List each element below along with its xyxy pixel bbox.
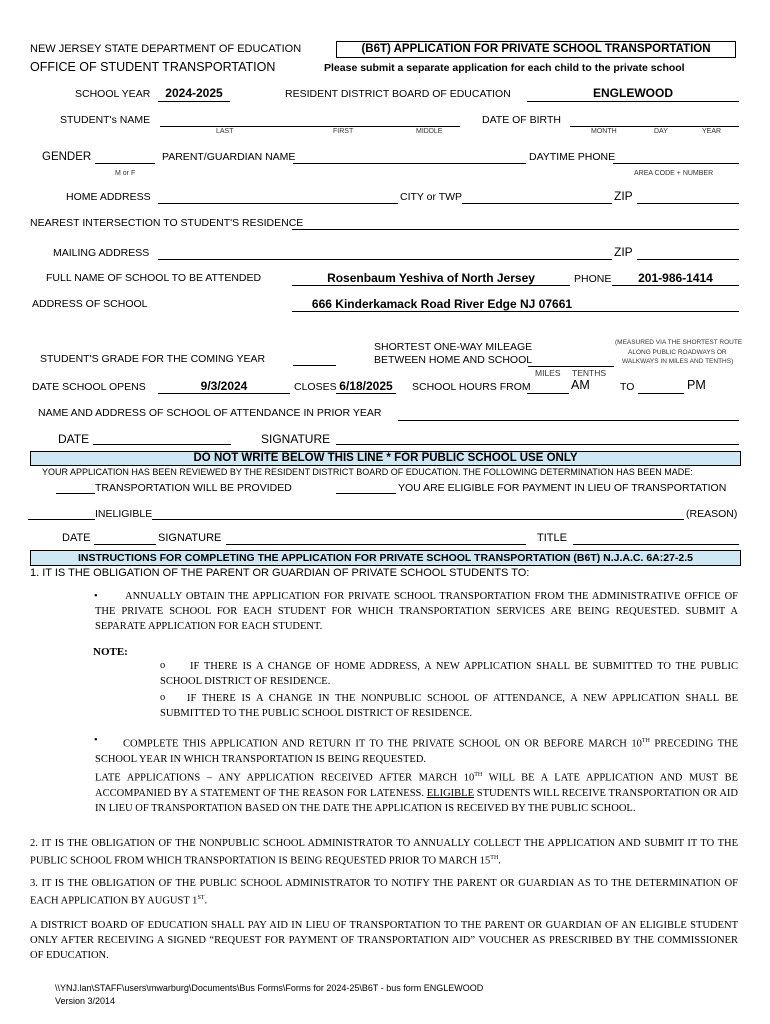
- aid-paragraph: A DISTRICT BOARD OF EDUCATION SHALL PAY AID IN LIEU OF TRANSPORTATION TO THE PARENT OR GUARDIAN OF AN ELIGIBLE STUDENT ONLY AFTER RECEIVING A SIGNED “REQUEST FOR PAYMENT OF TRANSPORTATION AID” VOUCHER AS PRESCRIBED BY THE COMMISSIONER OF EDUCATION.: [30, 920, 738, 961]
- dob-day-hint: DAY: [654, 128, 668, 135]
- intersection-line[interactable]: [292, 229, 739, 230]
- zip-label: ZIP: [614, 189, 633, 203]
- signature-line[interactable]: [336, 444, 739, 445]
- instruction-bullet-1: ANNUALLY OBTAIN THE APPLICATION FOR PRIVATE SCHOOL TRANSPORTATION FROM THE ADMINISTRATIVE OFFICE OF THE PRIVATE SCHOOL FOR EACH STUDENT FOR WHICH TRANSPORTATION SERVICES ARE BEING REQUESTED. SUBMIT A SEPARATE APPLICATION FOR EACH STUDENT.: [95, 591, 738, 632]
- phone-label: DAYTIME PHONE: [529, 151, 616, 163]
- official-signature-line[interactable]: [226, 544, 526, 545]
- district-line: [527, 101, 739, 102]
- zip2-label: ZIP: [614, 245, 633, 259]
- instruction-item-2: 2. IT IS THE OBLIGATION OF THE NONPUBLIC SCHOOL ADMINISTRATOR TO ANNUALLY COLLECT THE APPLICATION AND SUBMIT IT TO THE PUBLIC SCHOOL FROM WHICH TRANSPORTATION IS BEING REQUESTED PRIOR TO MARCH 15TH.: [30, 838, 738, 867]
- official-date-line[interactable]: [94, 544, 156, 545]
- home-address-label: HOME ADDRESS: [66, 191, 151, 203]
- dob-line[interactable]: [570, 126, 739, 127]
- reason-line[interactable]: [152, 519, 684, 520]
- footer-path: \\YNJ.lan\STAFF\users\mwarburg\Documents\Bus Forms\Forms for 2024-25\B6T - bus form ENGLEWOOD: [55, 983, 484, 993]
- bullet-1-icon: •: [94, 591, 98, 602]
- gender-line[interactable]: [95, 163, 155, 164]
- eligible-line[interactable]: [336, 493, 396, 494]
- city-line[interactable]: [462, 203, 612, 204]
- note-2: IF THERE IS A CHANGE IN THE NONPUBLIC SCHOOL OF ATTENDANCE, A NEW APPLICATION SHALL BE SUBMITTED TO THE PUBLIC SCHOOL DISTRICT OF RESIDENCE.: [160, 693, 738, 719]
- district-value[interactable]: ENGLEWOOD: [593, 86, 673, 100]
- instructions-banner: INSTRUCTIONS FOR COMPLETING THE APPLICATION FOR PRIVATE SCHOOL TRANSPORTATION (B6T) N.J.A.C. 6A:27-2.5: [30, 550, 741, 566]
- school-name-label: FULL NAME OF SCHOOL TO BE ATTENDED: [46, 272, 262, 284]
- school-phone-value[interactable]: 201-986-1414: [638, 271, 713, 285]
- am-label: AM: [571, 378, 590, 392]
- prior-school-label: NAME AND ADDRESS OF SCHOOL OF ATTENDANCE IN PRIOR YEAR: [38, 407, 382, 419]
- phone-hint: AREA CODE + NUMBER: [634, 170, 714, 177]
- provided-line[interactable]: [56, 493, 95, 494]
- note-1-bullet-icon: o: [160, 660, 166, 671]
- department-name: NEW JERSEY STATE DEPARTMENT OF EDUCATION: [30, 43, 302, 55]
- student-name-label: STUDENT's NAME: [60, 114, 151, 126]
- mileage-line[interactable]: [528, 366, 614, 367]
- opens-value[interactable]: 9/3/2024: [200, 379, 248, 393]
- phone-line[interactable]: [613, 163, 739, 164]
- reviewed-text: YOUR APPLICATION HAS BEEN REVIEWED BY THE RESIDENT DISTRICT BOARD OF EDUCATION. THE FOLLOWING DETERMINATION HAS BEEN MADE:: [42, 467, 693, 477]
- mileage-note-1: (MEASURED VIA THE SHORTEST ROUTE: [615, 339, 743, 346]
- note-2-bullet-icon: o: [160, 692, 166, 703]
- opens-line: [158, 393, 290, 394]
- school-address-line: [292, 311, 739, 312]
- opens-label: DATE SCHOOL OPENS: [32, 381, 146, 393]
- footer-version: Version 3/2014: [55, 996, 116, 1006]
- district-label: RESIDENT DISTRICT BOARD OF EDUCATION: [285, 88, 511, 100]
- date-label: DATE: [58, 432, 90, 446]
- eligible-text: YOU ARE ELIGIBLE FOR PAYMENT IN LIEU OF TRANSPORTATION: [398, 482, 727, 494]
- official-signature-label: SIGNATURE: [158, 532, 222, 544]
- hours-label: SCHOOL HOURS FROM: [412, 381, 531, 393]
- instruction-bullet-2: COMPLETE THIS APPLICATION AND RETURN IT TO THE PRIVATE SCHOOL ON OR BEFORE MARCH 10TH PRECEDING THE SCHOOL YEAR IN WHICH TRANSPORTATION IS BEING REQUESTED.: [95, 738, 739, 765]
- closes-line: [336, 393, 396, 394]
- provided-text: TRANSPORTATION WILL BE PROVIDED: [95, 482, 292, 494]
- gender-hint: M or F: [115, 170, 136, 177]
- prior-school-line[interactable]: [398, 420, 739, 421]
- mailing-line[interactable]: [158, 259, 612, 260]
- ineligible-line[interactable]: [28, 519, 95, 520]
- late-applications: LATE APPLICATIONS – ANY APPLICATION RECEIVED AFTER MARCH 10TH WILL BE A LATE APPLICATION AND MUST BE ACCOMPANIED BY A STATEMENT OF THE REASON FOR LATENESS. ELIGIBLE STUDENTS WILL RECEIVE TRANSPORTATION OR AID IN LIEU OF TRANSPORTATION BASED ON THE DATE THE APPLICATION IS RECEIVED BY THE PUBLIC SCHOOL.: [95, 772, 738, 814]
- closes-label: CLOSES: [294, 381, 337, 393]
- instruction-item-1: 1. IT IS THE OBLIGATION OF THE PARENT OR GUARDIAN OF PRIVATE SCHOOL STUDENTS TO:: [30, 567, 530, 579]
- signature-label: SIGNATURE: [261, 432, 331, 446]
- school-year-label: SCHOOL YEAR: [75, 88, 151, 100]
- school-name-value[interactable]: Rosenbaum Yeshiva of North Jersey: [327, 271, 535, 285]
- zip-line[interactable]: [637, 203, 739, 204]
- school-address-value[interactable]: 666 Kinderkamack Road River Edge NJ 07661: [311, 297, 573, 311]
- official-title-line[interactable]: [573, 544, 739, 545]
- office-name: OFFICE OF STUDENT TRANSPORTATION: [30, 60, 276, 74]
- home-address-line[interactable]: [158, 203, 398, 204]
- dob-year-hint: YEAR: [702, 128, 722, 135]
- mileage-note-2: ALONG PUBLIC ROADWAYS OR: [628, 349, 727, 356]
- form-instruction: Please submit a separate application for each child to the private school: [324, 62, 685, 74]
- dob-month-hint: MONTH: [591, 128, 617, 135]
- official-date-label: DATE: [62, 532, 91, 544]
- note-label: NOTE:: [93, 646, 128, 658]
- grade-label: STUDENT'S GRADE FOR THE COMING YEAR: [40, 353, 266, 365]
- bullet-2-icon: •: [94, 735, 98, 746]
- pm-label: PM: [687, 378, 706, 392]
- name-first-hint: FIRST: [333, 128, 354, 135]
- to-label: TO: [620, 381, 635, 393]
- city-label: CITY or TWP: [400, 191, 463, 203]
- name-middle-hint: MIDDLE: [416, 128, 443, 135]
- grade-line[interactable]: [293, 365, 336, 366]
- gender-label: GENDER: [42, 151, 92, 163]
- form-title: (B6T) APPLICATION FOR PRIVATE SCHOOL TRANSPORTATION: [336, 41, 736, 58]
- zip2-line[interactable]: [637, 259, 739, 260]
- reason-text: (REASON): [686, 508, 738, 520]
- official-use-banner: DO NOT WRITE BELOW THIS LINE * FOR PUBLIC SCHOOL USE ONLY: [30, 451, 741, 466]
- dob-label: DATE OF BIRTH: [482, 114, 561, 126]
- closes-value[interactable]: 6/18/2025: [339, 379, 393, 393]
- mailing-label: MAILING ADDRESS: [53, 247, 150, 259]
- school-year-value[interactable]: 2024-2025: [165, 86, 223, 100]
- mileage-label-1: SHORTEST ONE-WAY MILEAGE: [374, 341, 533, 353]
- school-address-label: ADDRESS OF SCHOOL: [32, 298, 148, 310]
- ineligible-text: INELIGIBLE: [95, 508, 153, 520]
- miles-label: MILES: [535, 368, 561, 378]
- tenths-label: TENTHS: [572, 368, 606, 378]
- parent-line[interactable]: [293, 163, 526, 164]
- parent-label: PARENT/GUARDIAN NAME: [162, 151, 296, 163]
- note-1: IF THERE IS A CHANGE OF HOME ADDRESS, A NEW APPLICATION SHALL BE SUBMITTED TO THE PUBLIC SCHOOL DISTRICT OF RESIDENCE.: [160, 661, 738, 687]
- school-phone-label: PHONE: [574, 273, 612, 285]
- intersection-label: NEAREST INTERSECTION TO STUDENT'S RESIDENCE: [30, 217, 304, 229]
- hours-to-line[interactable]: [638, 393, 684, 394]
- name-last-hint: LAST: [216, 128, 234, 135]
- mileage-label-2: BETWEEN HOME AND SCHOOL: [374, 354, 533, 366]
- official-title-label: TITLE: [537, 532, 567, 544]
- date-line[interactable]: [93, 444, 231, 445]
- school-year-line: [158, 101, 230, 102]
- hours-from-line[interactable]: [527, 393, 569, 394]
- student-name-line[interactable]: [160, 126, 460, 127]
- instruction-item-3: 3. IT IS THE OBLIGATION OF THE PUBLIC SCHOOL ADMINISTRATOR TO NOTIFY THE PARENT OR GUARDIAN AS TO THE DETERMINATION OF EACH APPLICATION BY AUGUST 1ST.: [30, 878, 738, 907]
- school-name-line: [292, 285, 570, 286]
- school-phone-line: [612, 285, 739, 286]
- mileage-note-3: WALKWAYS IN MILES AND TENTHS): [622, 358, 734, 365]
